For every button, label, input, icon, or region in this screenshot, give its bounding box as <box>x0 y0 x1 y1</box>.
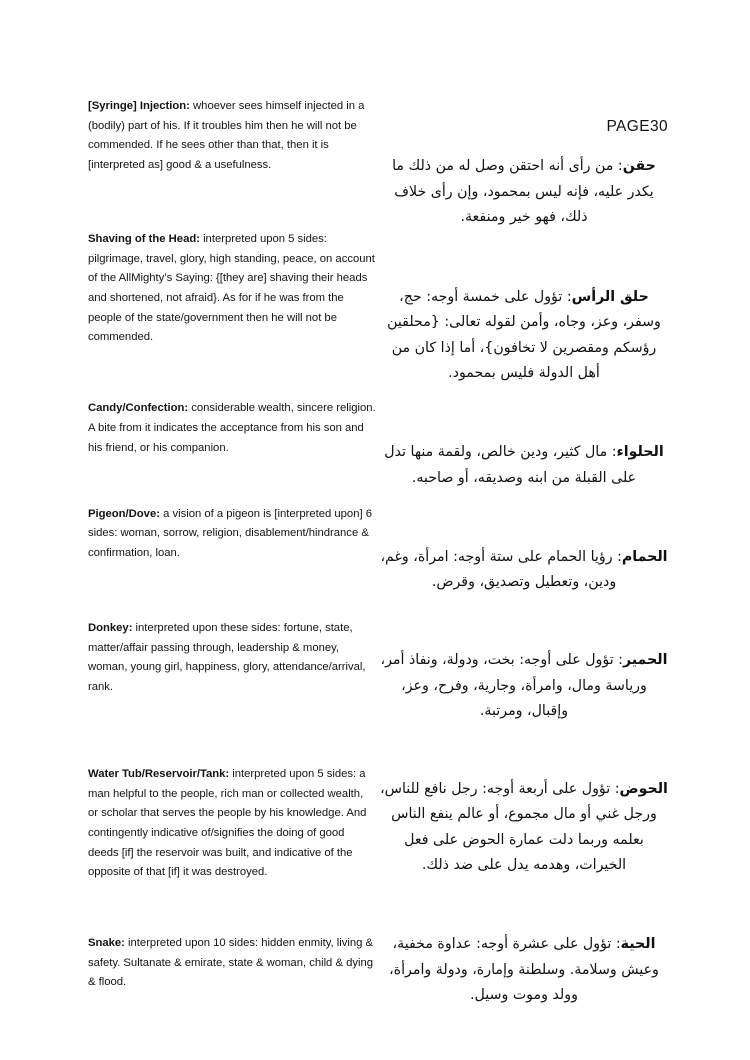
entry-spacer <box>88 894 376 923</box>
arabic-entry-haqn <box>380 154 668 231</box>
arabic-entry-halq-al-ras <box>380 285 668 387</box>
arabic-entry-al-hawd <box>380 777 668 879</box>
entry-water-tub-reservoir-tank <box>88 765 376 883</box>
arabic-entry-term: الحمام <box>621 548 668 565</box>
arabic-entry-spacer <box>380 401 668 426</box>
arabic-entry-spacer <box>380 245 668 271</box>
entry-spacer <box>88 470 376 494</box>
entry-body: a vision of a pigeon is [interpreted upon] 6 sides: woman, sorrow, religion, disablement/hindrance & confirmation, loan. <box>88 507 372 559</box>
entry-shaving-of-the-head <box>88 230 376 348</box>
arabic-entry-spacer <box>380 893 668 918</box>
arabic-entry-body: : تؤول على أربعة أوجه: رجل نافع للناس، ورجل غني أو مال مجموع، أو عالم ينفع الناس بعلمه وربما دلت عمارة الحوض على فعل الخيرات، وهدمه يدل على ضد ذلك. <box>380 780 657 874</box>
entry-spacer <box>88 359 376 388</box>
arabic-entry-body: : تؤول على خمسة أوجه: حج، وسفر، وعز، وجاه، وأمن لقوله تعالى: {محلقين رؤسكم ومقصرين لا تخافون}، أما إذا كان من أهل الدولة فليس بمحمود. <box>387 288 661 382</box>
page-number-label: PAGE30 <box>606 118 668 135</box>
entry-snake <box>88 934 376 993</box>
entry-syringe-injection <box>88 97 376 175</box>
arabic-entry-body: : رؤيا الحمام على ستة أوجه: امرأة، وغم، ودين، وتعطيل وتصديق، وقرض. <box>380 548 622 591</box>
entry-body: considerable wealth, sincere religion. A bite from it indicates the acceptance from his son and his friend, or his companion. <box>88 402 376 454</box>
entry-spacer <box>88 575 376 608</box>
arabic-entry-al-hamir <box>380 648 668 725</box>
english-column <box>88 86 376 1004</box>
entry-pigeon-dove <box>88 505 376 564</box>
arabic-column <box>380 118 668 1023</box>
arabic-entry-al-hamam <box>380 545 668 596</box>
entry-term: [Syringe] Injection: <box>88 100 190 113</box>
entry-term: Pigeon/Dove: <box>88 507 160 520</box>
arabic-entry-body: : تؤول على عشرة أوجه: عداوة مخفية، وعيش وسلامة. وسلطنة وإمارة، ودولة وامرأة، وولد وموت وسيل. <box>389 936 659 1004</box>
arabic-entry-spacer <box>380 505 668 530</box>
entry-term: Donkey: <box>88 622 133 635</box>
entry-spacer <box>88 709 376 754</box>
entry-candy-confection <box>88 399 376 458</box>
arabic-entry-term: حقن <box>622 158 656 174</box>
arabic-entry-term: حلق الرأس <box>571 288 649 305</box>
entry-term: Shaving of the Head: <box>88 233 200 246</box>
arabic-entry-spacer <box>380 739 668 763</box>
arabic-entry-term: الحلواء <box>616 444 664 461</box>
entry-body: interpreted upon 5 sides: pilgrimage, travel, glory, high standing, peace, on account of the AllMighty’s Saying: {[they are] shaving their heads and shortened, not afraid}. As for if he was from the people of the state/government then he will not be commended. <box>88 233 375 344</box>
arabic-entry-term: الحمير <box>622 652 668 668</box>
arabic-entry-term: الحوض <box>619 780 668 797</box>
entry-body: interpreted upon 10 sides: hidden enmity, living & safety. Sultanate & emirate, state & woman, child & dying & flood. <box>88 937 374 989</box>
entry-donkey <box>88 619 376 697</box>
entry-term: Snake: <box>88 937 125 950</box>
arabic-entry-spacer <box>380 610 668 634</box>
arabic-entry-body: : تؤول على أوجه: بخت، ودولة، ونفاذ أمر، ورياسة ومال، وامرأة، وجارية، وفرح، وعز، وإقبال، ومرتبة. <box>380 652 647 719</box>
entry-body: interpreted upon these sides: fortune, state, matter/affair passing through, leadership & money, woman, young girl, happiness, glory, attendance/arrival, rank. <box>88 622 366 693</box>
arabic-entry-al-halwa <box>380 440 668 491</box>
arabic-entry-body: : مال كثير، ودين خالص، ولقمة منها تدل على القبلة من ابنه وصديقه، أو صاحبه. <box>384 444 637 486</box>
entry-spacer <box>88 187 376 219</box>
arabic-entry-al-hayya <box>380 932 668 1009</box>
arabic-entry-term: الحية <box>620 936 656 953</box>
entry-term: Water Tub/Reservoir/Tank: <box>88 768 230 781</box>
entry-body: interpreted upon 5 sides: a man helpful to the people, rich man or collected wealth, or scholar that serves the people by his knowledge. And contingently indicative of/signifies the doing of good deeds [if] the reservoir was built, and indicative of the opposite of that [if] it was destroyed. <box>88 768 367 879</box>
entry-body: whoever sees himself injected in a (bodily) part of his. If it troubles him then he will not be commended. If he sees other than that, then it is [interpreted as] good & a usefulness. <box>88 100 365 172</box>
arabic-entry-body: : من رأى أنه احتقن وصل له من ذلك ما يكدر عليه، فإنه ليس بمحمود، وإن رأى خلاف ذلك، فهو خير ومنفعة. <box>392 158 654 225</box>
entry-term: Candy/Confection: <box>88 402 189 415</box>
